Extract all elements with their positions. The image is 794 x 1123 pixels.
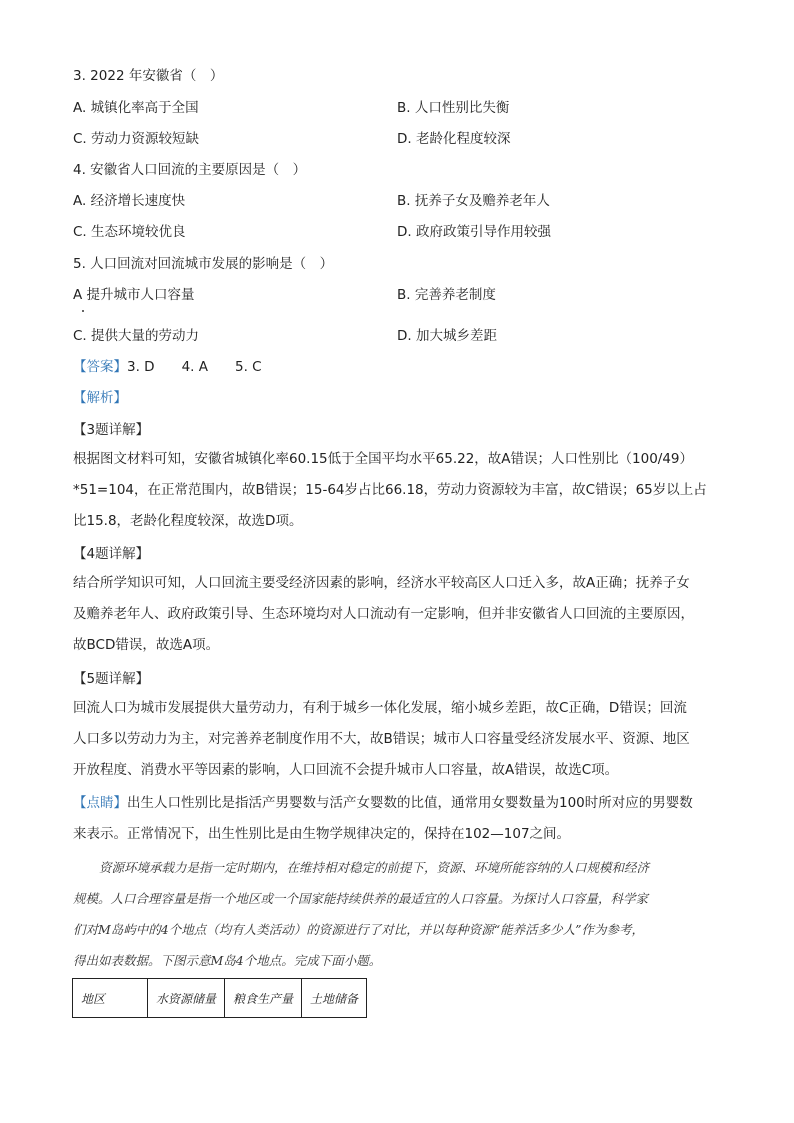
q5-option-c: C. 提供大量的劳动力 [73,328,200,344]
detail-4-heading: 【4题详解】 [73,546,150,562]
material-line: 规模。人口合理容量是指一个地区或一个国家能持续供养的最适宜的人口容量。为探讨人口容量，科学家 [73,891,649,906]
detail-5-line: 回流人口为城市发展提供大量劳动力，有利于城乡一体化发展，缩小城乡差距，故C正确，D错误；回流 [73,700,687,716]
question-3-stem: 3. 2022 年安徽省（ ） [73,68,224,84]
q3-option-a: A. 城镇化率高于全国 [73,100,199,116]
detail-4-line: 结合所学知识可知，人口回流主要受经济因素的影响，经济水平较高区人口迁入多，故A正确；抚养子女 [73,575,690,591]
q3-option-d: D. 老龄化程度较深 [397,131,511,147]
table-header-cell: 水资源储量 [148,979,225,1018]
q4-option-a: A. 经济增长速度快 [73,193,186,209]
table-header-row [73,979,367,1018]
detail-5-body [73,693,723,786]
detail-4-line: 故BCD错误，故选A项。 [73,637,220,653]
answer-line [73,358,262,376]
q5-option-b: B. 完善养老制度 [397,287,496,303]
detail-3-body [73,444,723,537]
q5-option-d: D. 加大城乡差距 [397,328,497,344]
tip-body [73,788,723,850]
question-4-stem: 4. 安徽省人口回流的主要原因是（ ） [73,162,307,178]
detail-5-line: 开放程度、消费水平等因素的影响，人口回流不会提升城市人口容量，故A错误，故选C项。 [73,762,619,778]
analysis-tag: 【解析】 [73,390,127,406]
material-line: 资源环境承载力是指一定时期内，在维持相对稳定的前提下，资源、环境所能容纳的人口规模和经济 [99,860,650,875]
material-line: 得出如表数据。下图示意M岛4个地点。完成下面小题。 [73,953,382,968]
detail-3-line: 根据图文材料可知，安徽省城镇化率60.15低于全国平均水平65.22，故A错误；人口性别比（100/49） [73,451,694,467]
detail-4-line: 及赡养老年人、政府政策引导、生态环境均对人口流动有一定影响，但并非安徽省人口回流的主要原因， [73,606,694,622]
q4-option-c: C. 生态环境较优良 [73,224,186,240]
detail-3-line: 比15.8，老龄化程度较深，故选D项。 [73,513,303,529]
detail-5-heading: 【5题详解】 [73,671,150,687]
tip-tag: 【点睛】 [73,795,127,811]
tip-text: 出生人口性别比是指活产男婴数与活产女婴数的比值，通常用女婴数量为100时所对应的男婴数 [127,795,693,811]
q4-option-b: B. 抚养子女及赡养老年人 [397,193,550,209]
q5-option-a: A 提升城市人口容量 [73,287,195,303]
detail-5-line: 人口多以劳动力为主，对完善养老制度作用不大，故B错误；城市人口容量受经济发展水平、资源、地区 [73,731,690,747]
stray-dot [82,310,84,312]
detail-3-heading: 【3题详解】 [73,422,150,438]
q3-option-b: B. 人口性别比失衡 [397,100,510,116]
q4-option-d: D. 政府政策引导作用较强 [397,224,551,240]
table-header-cell: 土地储备 [302,979,367,1018]
resource-table [72,978,367,1018]
q3-option-c: C. 劳动力资源较短缺 [73,131,200,147]
detail-3-line: *51=104，在正常范围内，故B错误；15-64岁占比66.18，劳动力资源较为丰富，故C错误；65岁以上占 [73,482,707,498]
table-header-cell: 地区 [73,979,148,1018]
tip-line [73,788,723,819]
table-header-cell: 粮食生产量 [225,979,302,1018]
material-line: 们对M岛屿中的4个地点（均有人类活动）的资源进行了对比，并以每种资源“能养活多少人”作为参考， [73,922,645,937]
answer-text: 3. D 4. A 5. C [127,359,262,375]
tip-line: 来表示。正常情况下，出生性别比是由生物学规律决定的，保持在102—107之间。 [73,826,571,842]
material-body [73,852,723,976]
question-5-stem: 5. 人口回流对回流城市发展的影响是（ ） [73,256,334,272]
answer-tag: 【答案】 [73,359,127,375]
detail-4-body [73,568,723,661]
